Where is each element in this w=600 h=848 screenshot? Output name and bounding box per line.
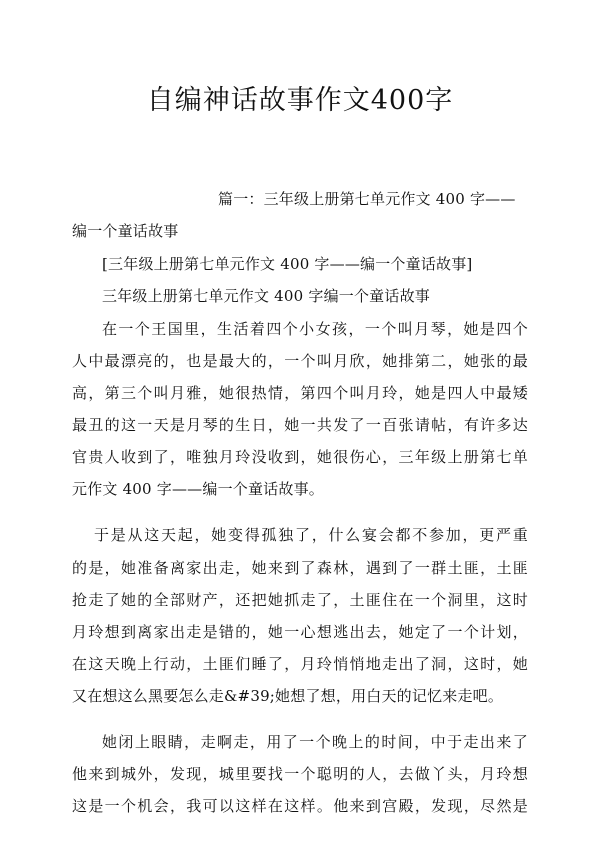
paragraph-line: 官贵人收到了，唯独月玲没收到，她很伤心，三年级上册第七单 (72, 448, 528, 466)
paragraph-line: 元作文 400 字——编一个童话故事。 (72, 480, 324, 498)
paragraph-line: 的是，她准备离家出走，她来到了森林，遇到了一群土匪，土匪 (72, 559, 528, 577)
article-subtitle: 三年级上册第七单元作文 400 字编一个童话故事 (102, 287, 430, 305)
paragraph-line: 在这天晚上行动，土匪们睡了，月玲悄悄地走出了洞，这时，她 (72, 655, 528, 673)
paragraph-line: 这是一个机会，我可以这样在这样。他来到宫殿，发现，尽然是 (72, 797, 528, 815)
paragraph-line: 高，第三个叫月雅，她很热情，第四个叫月玲，她是四人中最矮 (72, 384, 528, 402)
section-heading-line-2: 编一个童话故事 (72, 222, 179, 240)
paragraph-line: 于是从这天起，她变得孤独了，什么宴会都不参加，更严重 (94, 526, 528, 544)
paragraph-line: 抢走了她的全部财产，还把她抓走了，土匪住在一个洞里，这时 (72, 591, 528, 609)
paragraph-line: 又在想这么黑要怎么走&#39;她想了想，用白天的记忆来走吧。 (72, 687, 504, 705)
document-title: 自编神话故事作文400字 (146, 85, 454, 116)
paragraph-line: 最丑的这一天是月琴的生日，她一共发了一百张请帖，有许多达 (72, 416, 528, 434)
paragraph-line: 人中最漂亮的，也是最大的，一个叫月欣，她排第二，她张的最 (72, 352, 528, 370)
section-heading-line-1: 篇一：三年级上册第七单元作文 400 字—— (218, 190, 516, 208)
paragraph-line: 他来到城外，发现，城里要找一个聪明的人，去做丫头，月玲想 (72, 765, 528, 783)
bracketed-subtitle: [三年级上册第七单元作文 400 字——编一个童话故事] (102, 255, 473, 273)
paragraph-line: 在一个王国里，生活着四个小女孩，一个叫月琴，她是四个 (102, 320, 528, 338)
paragraph-line: 月玲想到离家出走是错的，她一心想逃出去，她定了一个计划， (72, 623, 528, 641)
paragraph-line: 她闭上眼睛，走啊走，用了一个晚上的时间，中于走出来了 (102, 733, 528, 751)
